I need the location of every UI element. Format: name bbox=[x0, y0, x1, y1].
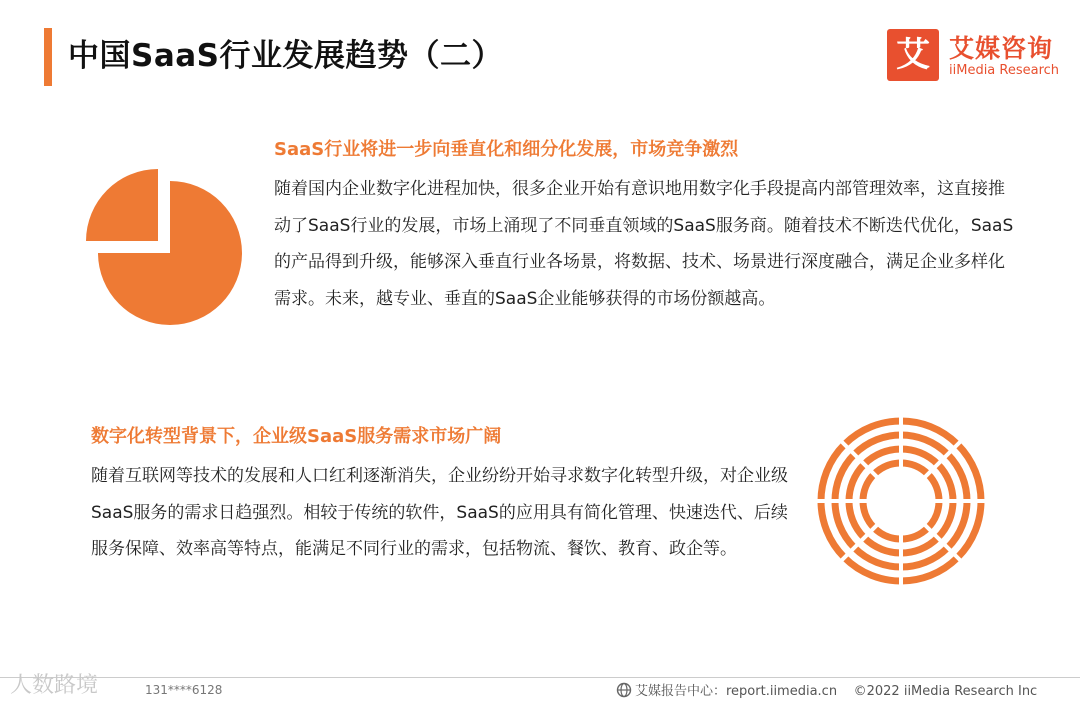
ring-chart-icon bbox=[815, 415, 987, 587]
footer-source-text: 艾媒报告中心：report.iimedia.cn bbox=[635, 684, 838, 699]
page-title: 中国SaaS行业发展趋势（二） bbox=[68, 38, 503, 74]
footer-user-id: 131****6128 bbox=[145, 683, 223, 697]
footer-divider bbox=[0, 677, 1080, 678]
title-accent-bar bbox=[44, 28, 52, 86]
footer-copyright: ©2022 iiMedia Research Inc bbox=[853, 684, 1038, 699]
section-2-heading: 数字化转型背景下，企业级SaaS服务需求市场广阔 bbox=[91, 426, 502, 447]
globe-icon bbox=[616, 682, 632, 698]
section-1-heading: SaaS行业将进一步向垂直化和细分化发展，市场竞争激烈 bbox=[274, 139, 739, 160]
section-1-body: 随着国内企业数字化进程加快，很多企业开始有意识地用数字化手段提高内部管理效率，这直接推动了SaaS行业的发展，市场上涌现了不同垂直领域的SaaS服务商。随着技术不断迭代优化，SaaS的产品得到升级，能够深入垂直行业各场景，将数据、技术、场景进行深度融合，满足企业多样化需求。未来，越专业、垂直的SaaS企业能够获得的市场份额越高。 bbox=[274, 179, 1014, 309]
footer-watermark: 人数路境 bbox=[10, 673, 99, 698]
pie-chart-icon bbox=[78, 153, 250, 325]
section-2-body: 随着互联网等技术的发展和人口红利逐渐消失，企业纷纷开始寻求数字化转型升级，对企业级SaaS服务的需求日趋强烈。相较于传统的软件，SaaS的应用具有简化管理、快速迭代、后续服务保障、效率高等特点，能满足不同行业的需求，包括物流、餐饮、教育、政企等。 bbox=[91, 466, 788, 559]
iimedia-logo bbox=[887, 29, 1062, 81]
logo-name-cn: 艾媒咨询 bbox=[949, 34, 1054, 63]
logo-name-en: iiMedia Research bbox=[949, 63, 1060, 78]
logo-mark-icon: 艾 bbox=[887, 29, 939, 81]
footer-source bbox=[616, 680, 1037, 699]
